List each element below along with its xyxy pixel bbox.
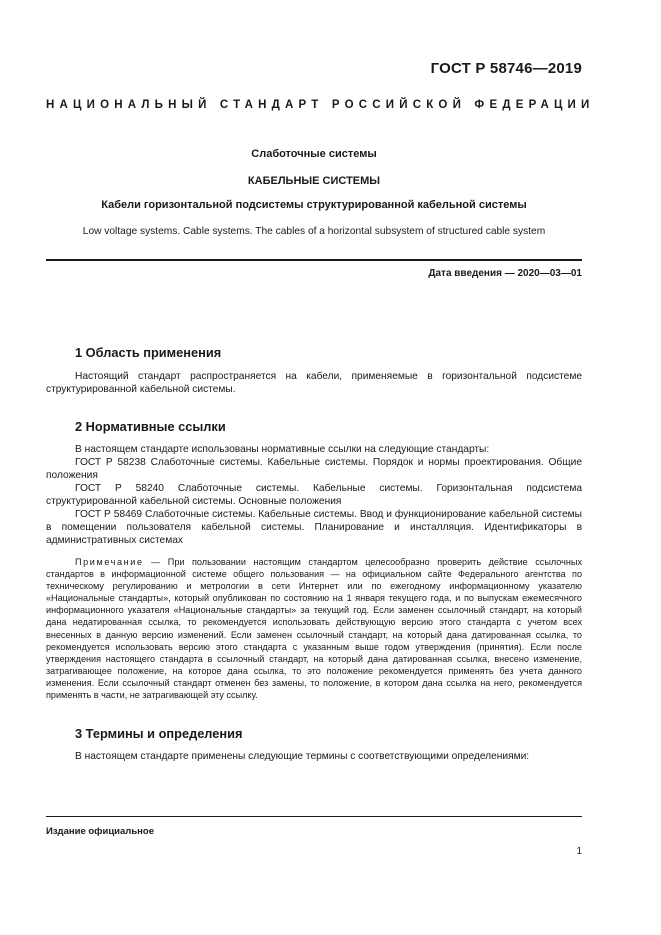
section-2-body [46,443,582,547]
section-3-heading: 3 Термины и определения [75,726,243,741]
section-1-heading: 1 Область применения [75,345,222,360]
section-1-body [46,370,582,396]
normative-reference: ГОСТ Р 58238 Слаботочные системы. Кабельные системы. Порядок и нормы проектирования. Общие положения [46,457,582,481]
standard-number: ГОСТ Р 58746—2019 [430,60,582,77]
section-3-text: В настоящем стандарте применены следующие термины с соответствующими определениями: [75,751,530,762]
page-number: 1 [576,846,582,857]
normative-reference: ГОСТ Р 58240 Слаботочные системы. Кабельные системы. Горизонтальная подсистема структурированной кабельной системы. Основные положения [46,483,582,507]
title-divider [46,259,582,261]
note-text: — При пользовании настоящим стандартом целесообразно проверить действие ссылочных стандартов в информационной системе общего пользования — на официальном сайте Федерального агентства по техническому регулированию и метрологии в сети Интернет или по ежегодному информационному указателю «Национальные стандарты», который опубликован по состоянию на 1 января текущего года, и по выпускам ежемесячного информационного указателя «Национальные стандарты» за текущий год. Если заменен ссылочный стандарт, на который дана недатированная ссылка, то рекомендуется использовать действующую версию этого стандарта с учетом всех внесенных в данную версию изменений. Если заменен ссылочный стандарт, на который дана датированная ссылка, то рекомендуется использовать версию этого стандарта с указанным выше годом утверждения (принятия). Если после утверждения настоящего стандарта в ссылочный стандарт, на который дана датированная ссылка, внесено изменение, затрагивающее положение, на которое дана ссылка, то это положение рекомендуется применять без учета данного изменения. Если ссылочный стандарт отменен без замены, то положение, в котором дана ссылка на него, рекомендуется применять в части, не затрагивающей эту ссылку. [46,557,582,701]
note-paragraph [46,556,582,701]
document-subtitle: Слаботочные системы [251,148,377,160]
reference-note [46,556,582,701]
introduction-date: Дата введения — 2020—03—01 [428,268,582,279]
footer-divider [46,816,582,817]
national-standard-banner: НАЦИОНАЛЬНЫЙ СТАНДАРТ РОССИЙСКОЙ ФЕДЕРАЦИИ [46,99,595,111]
section-2-heading: 2 Нормативные ссылки [75,419,226,434]
section-1-text: Настоящий стандарт распространяется на кабели, применяемые в горизонтальной подсистеме структурированной кабельной системы. [46,371,582,395]
document-caps-title: КАБЕЛЬНЫЕ СИСТЕМЫ [247,175,381,187]
section-3-body [46,750,582,763]
normative-reference: ГОСТ Р 58469 Слаботочные системы. Кабельные системы. Ввод и функционирование кабельной системы в помещении пользователя кабельной системы. Планирование и инсталляция. Идентификаторы в административных системах [46,509,582,546]
section-2-intro: В настоящем стандарте использованы нормативные ссылки на следующие стандарты: [75,444,490,455]
english-title: Low voltage systems. Cable systems. The cables of a horizontal subsystem of structured cable system [82,226,546,237]
note-label: Примечание [75,557,144,567]
official-edition-label: Издание официальное [46,826,154,837]
document-title: Кабели горизонтальной подсистемы структурированной кабельной системы [101,199,527,211]
